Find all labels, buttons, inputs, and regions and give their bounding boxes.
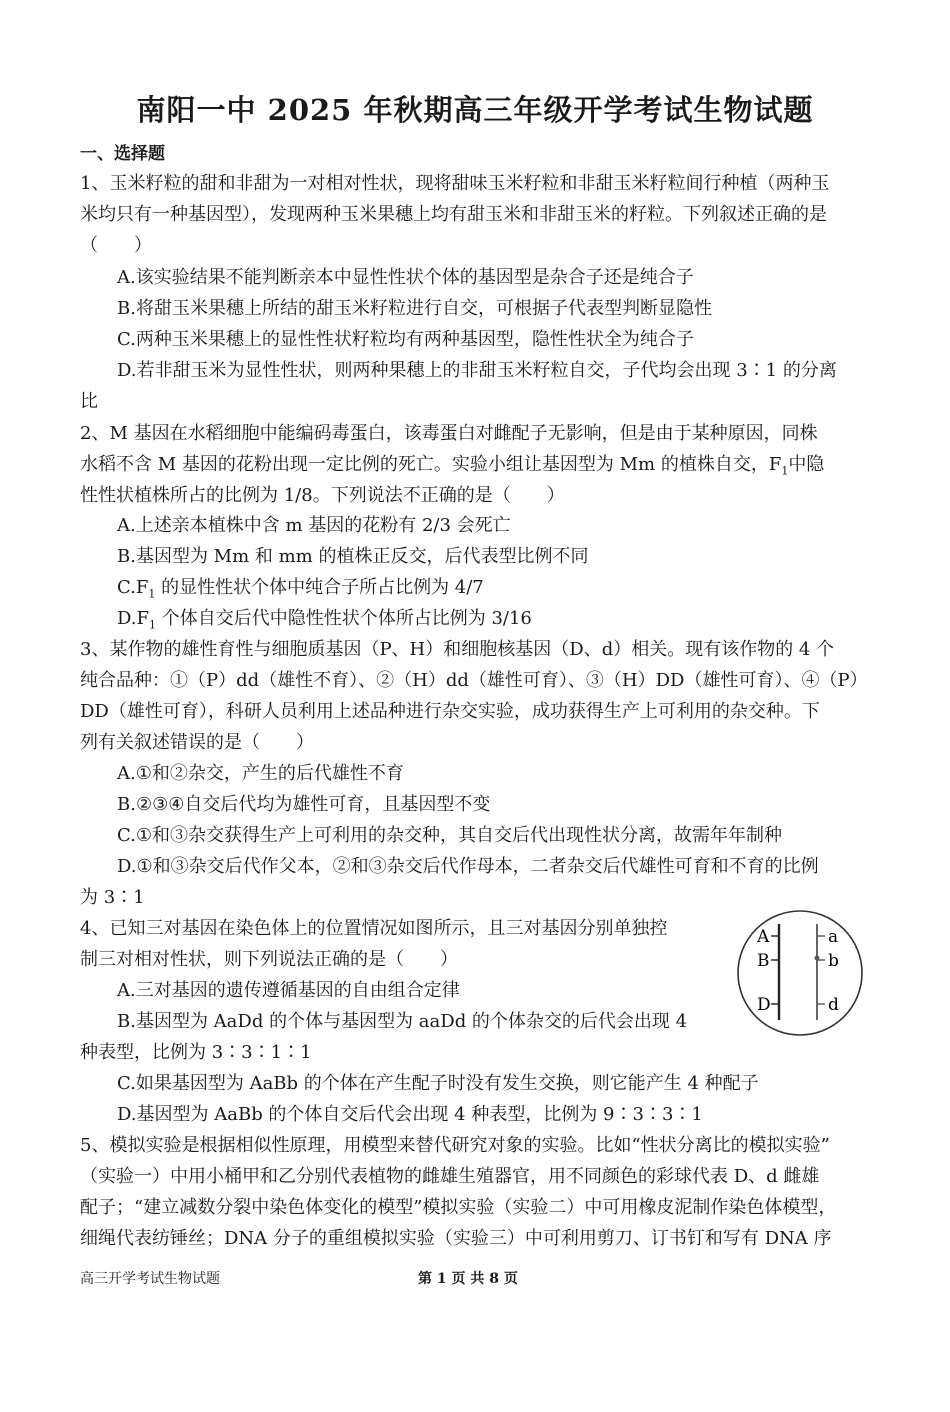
subscript: 1: [781, 464, 789, 478]
q5-stem-line: 细绳代表纺锤丝；DNA 分子的重组模拟实验（实验三）中可利用剪刀、订书钉和写有 DNA 序: [80, 1228, 832, 1249]
q2-option-b: B.基因型为 Mm 和 mm 的植株正反交，后代表型比例不同: [117, 546, 589, 567]
q1-stem-line: 米均只有一种基因型），发现两种玉米果穗上均有甜玉米和非甜玉米的籽粒。下列叙述正确的是: [80, 204, 827, 225]
subscript: 1: [148, 587, 156, 601]
q3-stem-line: DD（雄性可育），科研人员利用上述品种进行杂交实验，成功获得生产上可利用的杂交种。下: [80, 701, 820, 722]
q4-stem-line: 制三对相对性状，则下列说法正确的是（ ）: [80, 949, 458, 970]
q4-option-b: B.基因型为 AaDd 的个体与基因型为 aaDd 的个体杂交的后代会出现 4: [117, 1011, 688, 1032]
q2-stem-line: 性性状植株所占的比例为 1/8。下列说法不正确的是（ ）: [80, 485, 565, 506]
option-text: 的显性性状个体中纯合子所占比例为 4/7: [155, 577, 484, 598]
q4-stem-line: 4、已知三对基因在染色体上的位置情况如图所示，且三对基因分别单独控: [80, 918, 668, 939]
allele-label: B: [757, 951, 770, 971]
q4-option-b-cont: 种表型，比例为 3∶3∶1∶1: [80, 1042, 312, 1063]
q2-stem-line: 2、M 基因在水稻细胞中能编码毒蛋白，该毒蛋白对雌配子无影响，但是由于某种原因，同株: [80, 423, 818, 444]
allele-label: A: [757, 927, 770, 947]
q4-option-a: A.三对基因的遗传遵循基因的自由组合定律: [117, 980, 460, 1001]
allele-label: d: [828, 995, 839, 1015]
q3-option-c: C.①和③杂交获得生产上可利用的杂交种，其自交后代出现性状分离，故需年年制种: [117, 825, 782, 846]
footer-page-number: 第 1 页 共 8 页: [418, 1271, 518, 1287]
q5-stem-line: （实验一）中用小桶甲和乙分别代表植物的雌雄生殖器官，用不同颜色的彩球代表 D、d 雌雄: [80, 1166, 820, 1187]
q1-option-a: A.该实验结果不能判断亲本中显性性状个体的基因型是杂合子还是纯合子: [117, 267, 694, 288]
q2-option-c: [117, 576, 484, 607]
allele-label: a: [828, 927, 839, 947]
q5-stem-line: 5、模拟实验是根据相似性原理，用模型来替代研究对象的实验。比如“性状分离比的模拟实验”: [80, 1135, 830, 1156]
allele-label: b: [828, 951, 839, 971]
page-title: 南阳一中 2025 年秋期高三年级开学考试生物试题: [136, 93, 814, 127]
q4-option-d: D.基因型为 AaBb 的个体自交后代会出现 4 种表型，比例为 9∶3∶3∶1: [117, 1104, 703, 1125]
option-text: C.F: [117, 577, 149, 598]
q2-stem-text: 中隐: [788, 454, 825, 475]
option-text: 个体自交后代中隐性性状个体所占比例为 3/16: [156, 608, 532, 629]
chromosome-diagram: [735, 908, 865, 1038]
q1-stem-line: （ ）: [80, 235, 152, 256]
section-heading: 一、选择题: [80, 144, 165, 164]
q2-option-d: [117, 607, 532, 638]
q1-stem-line: 1、玉米籽粒的甜和非甜为一对相对性状，现将甜味玉米籽粒和非甜玉米籽粒间行种植（两种玉: [80, 173, 830, 194]
q2-stem-text: 水稻不含 M 基因的花粉出现一定比例的死亡。实验小组让基因型为 Mm 的植株自交，F: [80, 454, 782, 475]
q3-stem-line: 列有关叙述错误的是（ ）: [80, 732, 314, 753]
q3-option-b: B.②③④自交后代均为雄性可育，且基因型不变: [117, 794, 491, 815]
q3-option-a: A.①和②杂交，产生的后代雄性不育: [117, 763, 404, 784]
q2-stem-line: [80, 453, 824, 484]
subscript: 1: [149, 618, 157, 632]
q5-stem-line: 配子；“建立减数分裂中染色体变化的模型”模拟实验（实验二）中可用橡皮泥制作染色体模型，: [80, 1197, 837, 1218]
q1-option-d-cont: 比: [80, 391, 98, 412]
q3-option-d-cont: 为 3∶1: [80, 887, 145, 908]
footer-exam-name: 高三开学考试生物试题: [80, 1271, 220, 1287]
q4-option-c: C.如果基因型为 AaBb 的个体在产生配子时没有发生交换，则它能产生 4 种配子: [117, 1073, 759, 1094]
q3-stem-line: 纯合品种：①（P）dd（雄性不育）、②（H）dd（雄性可育）、③（H）DD（雄性可育）、④（P）: [80, 670, 868, 691]
q1-option-d: D.若非甜玉米为显性性状，则两种果穗上的非甜玉米籽粒自交，子代均会出现 3∶1 的分离: [117, 360, 837, 381]
q1-option-b: B.将甜玉米果穗上所结的甜玉米籽粒进行自交，可根据子代表型判断显隐性: [117, 298, 712, 319]
option-text: D.F: [117, 608, 150, 629]
allele-label: D: [757, 995, 771, 1015]
q2-option-a: A.上述亲本植株中含 m 基因的花粉有 2/3 会死亡: [117, 515, 511, 536]
q1-option-c: C.两种玉米果穗上的显性性状籽粒均有两种基因型，隐性性状全为纯合子: [117, 329, 694, 350]
q3-stem-line: 3、某作物的雄性育性与细胞质基因（P、H）和细胞核基因（D、d）相关。现有该作物的 4 个: [80, 639, 835, 660]
q3-option-d: D.①和③杂交后代作父本，②和③杂交后代作母本，二者杂交后代雄性可育和不育的比例: [117, 856, 819, 877]
